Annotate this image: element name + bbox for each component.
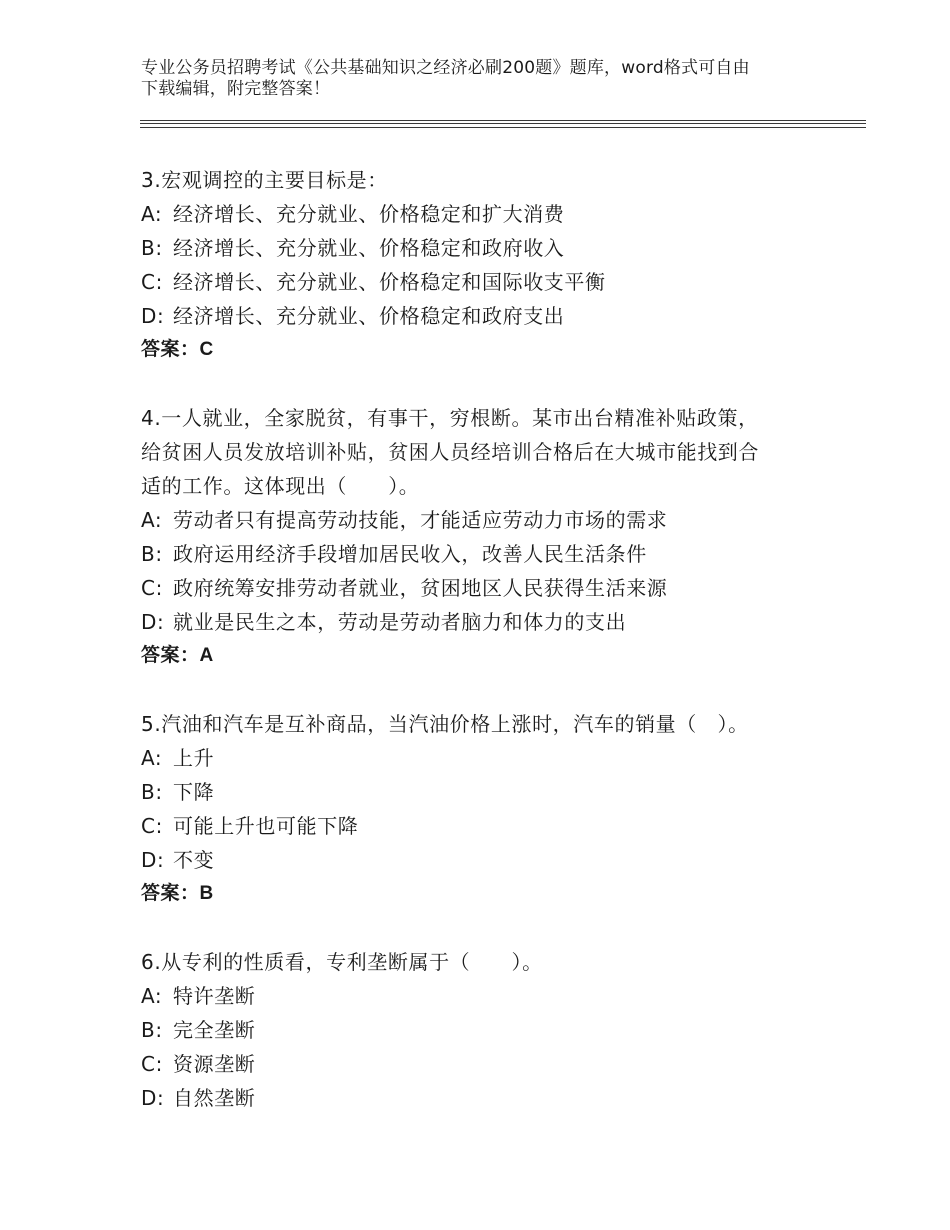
option-text: 劳动者只有提高劳动技能，才能适应劳动力市场的需求 [173, 508, 668, 532]
option-c [141, 571, 841, 605]
option-text: 可能上升也可能下降 [173, 814, 359, 838]
answer-line: 答案：B [141, 883, 214, 904]
option-text: 就业是民生之本，劳动是劳动者脑力和体力的支出 [173, 610, 627, 634]
option-letter: D: [141, 848, 165, 872]
option-c [141, 809, 841, 843]
header-divider [140, 120, 866, 128]
option-letter: B: [141, 542, 163, 566]
option-d [141, 1081, 841, 1115]
option-text: 政府运用经济手段增加居民收入，改善人民生活条件 [173, 542, 647, 566]
option-letter: C: [141, 814, 163, 838]
document-header [141, 58, 821, 100]
option-a [141, 741, 841, 775]
option-a [141, 197, 841, 231]
option-letter: C: [141, 1052, 163, 1076]
question-stem: 给贫困人员发放培训补贴，贫困人员经培训合格后在大城市能找到合 [141, 440, 759, 464]
option-letter: B: [141, 780, 163, 804]
option-a [141, 979, 841, 1013]
option-text: 完全垄断 [173, 1018, 256, 1042]
question-stem: 适的工作。这体现出（ ）。 [141, 474, 420, 498]
option-text: 经济增长、充分就业、价格稳定和扩大消费 [173, 202, 565, 226]
question-stem: 6.从专利的性质看，专利垄断属于（ ）。 [141, 950, 543, 974]
option-text: 不变 [173, 848, 215, 872]
option-text: 上升 [173, 746, 215, 770]
option-letter: C: [141, 576, 163, 600]
option-letter: B: [141, 236, 163, 260]
option-letter: D: [141, 1086, 165, 1110]
option-letter: A: [141, 984, 163, 1008]
option-text: 资源垄断 [173, 1052, 256, 1076]
option-text: 特许垄断 [173, 984, 256, 1008]
option-text: 经济增长、充分就业、价格稳定和国际收支平衡 [173, 270, 606, 294]
question-4 [141, 401, 841, 673]
option-letter: C: [141, 270, 163, 294]
option-letter: B: [141, 1018, 163, 1042]
option-a [141, 503, 841, 537]
question-stem: 5.汽油和汽车是互补商品，当汽油价格上涨时，汽车的销量（ ）。 [141, 712, 749, 736]
option-d [141, 843, 841, 877]
option-c [141, 265, 841, 299]
option-b [141, 231, 841, 265]
header-line-1: 专业公务员招聘考试《公共基础知识之经济必刷200题》题库，word格式可自由 [141, 58, 750, 78]
option-letter: A: [141, 202, 163, 226]
option-c [141, 1047, 841, 1081]
question-3 [141, 163, 841, 367]
option-b [141, 537, 841, 571]
question-list [141, 163, 841, 1149]
option-text: 自然垄断 [173, 1086, 256, 1110]
question-stem: 4.一人就业，全家脱贫，有事干，穷根断。某市出台精准补贴政策， [141, 406, 759, 430]
question-stem: 3.宏观调控的主要目标是： [141, 168, 388, 192]
option-letter: A: [141, 746, 163, 770]
option-d [141, 299, 841, 333]
answer-line: 答案：C [141, 339, 214, 360]
option-text: 经济增长、充分就业、价格稳定和政府收入 [173, 236, 565, 260]
option-letter: D: [141, 610, 165, 634]
option-d [141, 605, 841, 639]
question-5 [141, 707, 841, 911]
option-letter: D: [141, 304, 165, 328]
option-b [141, 1013, 841, 1047]
option-text: 下降 [173, 780, 215, 804]
option-text: 经济增长、充分就业、价格稳定和政府支出 [173, 304, 565, 328]
option-b [141, 775, 841, 809]
option-text: 政府统筹安排劳动者就业，贫困地区人民获得生活来源 [173, 576, 668, 600]
option-letter: A: [141, 508, 163, 532]
question-6 [141, 945, 841, 1115]
header-line-2: 下载编辑，附完整答案！ [141, 79, 331, 99]
answer-line: 答案：A [141, 645, 214, 666]
